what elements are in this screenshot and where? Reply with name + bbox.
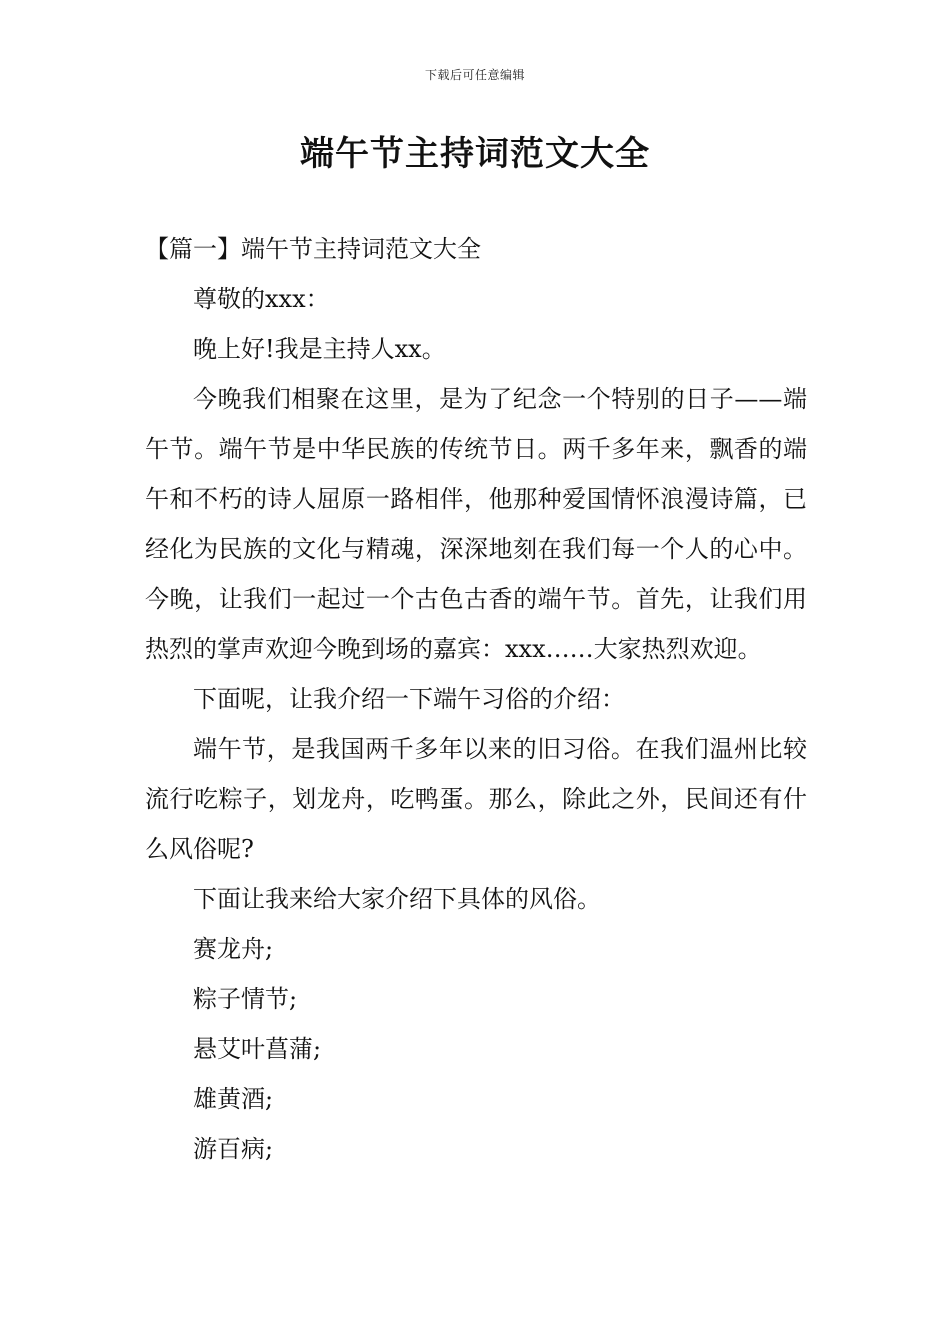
paragraph-customs-intro: 下面呢，让我介绍一下端午习俗的介绍：: [193, 685, 625, 713]
list-item: 悬艾叶菖蒲;: [193, 1035, 322, 1063]
list-item: 赛龙舟;: [193, 935, 274, 963]
paragraph-greeting: 尊敬的xxx：: [193, 285, 330, 313]
list-item: 粽子情节;: [193, 985, 298, 1013]
document-body: [145, 224, 807, 1174]
paragraph-customs: 端午节，是我国两千多年以来的旧习俗。在我们温州比较流行吃粽子，划龙舟，吃鸭蛋。那么，除此之外，民间还有什么风俗呢?: [145, 735, 807, 863]
document-title: 端午节主持词范文大全: [300, 134, 650, 174]
paragraph-customs-detail: 下面让我来给大家介绍下具体的风俗。: [193, 885, 601, 913]
section-heading: 【篇一】端午节主持词范文大全: [145, 235, 481, 263]
list-item: 游百病;: [193, 1135, 274, 1163]
paragraph-opening: 今晚我们相聚在这里，是为了纪念一个特别的日子——端午节。端午节是中华民族的传统节日。两千多年来，飘香的端午和不朽的诗人屈原一路相伴，他那种爱国情怀浪漫诗篇，已经化为民族的文化与精魂，深深地刻在我们每一个人的心中。今晚，让我们一起过一个古色古香的端午节。首先，让我们用热烈的掌声欢迎今晚到场的嘉宾：xxx……大家热烈欢迎。: [145, 385, 807, 663]
list-item: 雄黄酒;: [193, 1085, 274, 1113]
header-note: 下载后可任意编辑: [424, 68, 525, 82]
paragraph-intro: 晚上好!我是主持人xx。: [193, 335, 446, 363]
